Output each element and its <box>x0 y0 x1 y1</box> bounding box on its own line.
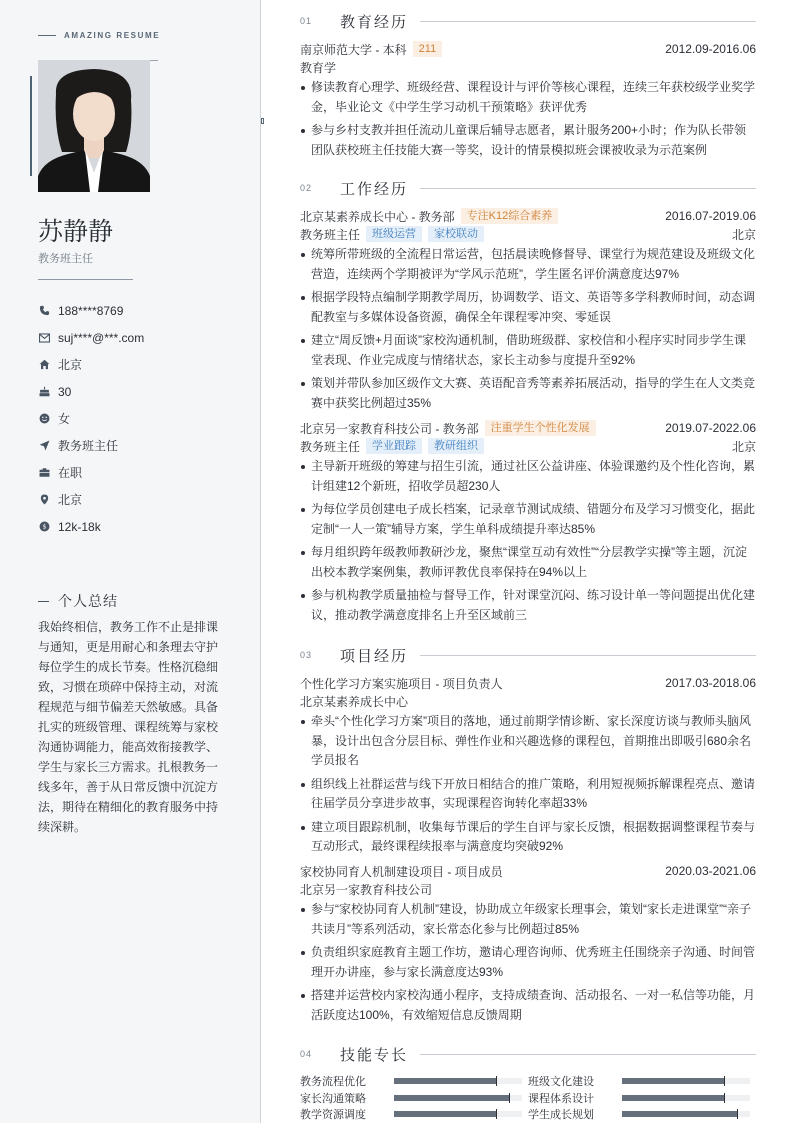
brand-divider <box>38 35 56 36</box>
skill-name: 课程体系设计 <box>528 1092 594 1105</box>
skill-bar-marker <box>496 1076 497 1086</box>
work-bullets <box>300 245 756 413</box>
project-date: 2017.03-2018.06 <box>665 676 756 690</box>
project-bullets <box>300 712 756 857</box>
work-city: 北京 <box>731 227 756 242</box>
contact-location-text: 北京 <box>58 493 83 507</box>
contact-intent <box>38 432 144 459</box>
section-education-header <box>300 10 756 32</box>
photo-corner-line <box>150 60 158 61</box>
skill-bar-marker <box>724 1093 725 1103</box>
section-title: 项目经历 <box>340 647 409 665</box>
skill-bar <box>394 1078 522 1084</box>
list-item: 建立“周反馈+月面谈”家校沟通机制，借助班级群、家校信和小程序实时同步学生课堂表现、作业完成度与情绪状态，家长主动参与度提升至92% <box>300 331 756 370</box>
section-divider <box>420 1054 756 1055</box>
mail-icon <box>38 332 50 344</box>
list-item: 根据学段特点编制学期教学周历，协调数学、语文、英语等多学科教师时间，动态调配教室与多媒体设备资源，确保全年课程零冲突、零延误 <box>300 288 756 327</box>
smile-icon <box>38 413 50 425</box>
summary-header <box>38 591 118 611</box>
profile-name: 苏静静 <box>38 217 114 246</box>
project-header <box>300 674 756 692</box>
education-major: 教育学 <box>300 60 337 75</box>
contact-phone-text: 188****8769 <box>58 303 124 318</box>
avatar <box>38 60 150 192</box>
work-skill-tag: 学业跟踪 <box>366 438 422 454</box>
section-divider <box>420 21 756 22</box>
skill-bar-marker <box>724 1076 725 1086</box>
work-date: 2019.07-2022.06 <box>665 421 756 435</box>
work-skill-tag: 班级运营 <box>366 226 422 242</box>
contact-age-text: 30 <box>58 384 72 399</box>
summary-dash <box>38 601 49 602</box>
work-entry-2 <box>300 419 756 629</box>
skill-bar <box>622 1111 750 1117</box>
contact-salary-text: 12k-18k <box>58 519 101 534</box>
project-org-row <box>300 692 756 710</box>
skill-bar-fill <box>394 1111 496 1117</box>
work-title: 教务班主任 <box>300 439 361 454</box>
education-date: 2012.09-2016.06 <box>665 42 756 56</box>
work-skill-tag: 教研组织 <box>428 438 484 454</box>
skill-item <box>528 1073 756 1089</box>
phone-icon <box>38 305 50 317</box>
education-school: 南京师范大学 - 本科 <box>300 42 407 57</box>
skill-item <box>528 1106 756 1122</box>
home-icon <box>38 359 50 371</box>
work-role-row <box>300 225 756 243</box>
skill-name: 教务流程优化 <box>300 1076 366 1089</box>
contact-list <box>38 297 144 540</box>
section-number: 02 <box>300 183 313 193</box>
list-item: 建立项目跟踪机制，收集每节课后的学生自评与家长反馈，根据数据调整课程节奏与互动形式，最终课程续报率与满意度均突破92% <box>300 818 756 857</box>
list-item: 参与机构教学质量抽检与督导工作，针对课堂沉闷、练习设计单一等问题提出优化建议，推动教学满意度排名上升至区域前三 <box>300 586 756 625</box>
work-header <box>300 419 756 437</box>
education-header <box>300 40 756 58</box>
project-name: 家校协同育人机制建设项目 - 项目成员 <box>300 864 503 879</box>
section-work-header <box>300 177 756 199</box>
skill-bar-fill <box>622 1078 724 1084</box>
section-title: 技能专长 <box>340 1046 409 1064</box>
education-major-row <box>300 58 756 76</box>
work-skill-tag: 家校联动 <box>428 226 484 242</box>
skill-item <box>528 1090 756 1106</box>
cake-icon <box>38 386 50 398</box>
section-title: 教育经历 <box>340 13 409 31</box>
list-item: 搭建并运营校内家校沟通小程序，支持成绩查询、活动报名、一对一私信等功能，月活跃度达100%，有效缩短信息反馈周期 <box>300 986 756 1025</box>
skill-bar-fill <box>622 1111 737 1117</box>
section-skills-header <box>300 1043 756 1065</box>
section-title: 工作经历 <box>340 180 409 198</box>
work-header <box>300 207 756 225</box>
skill-name: 班级文化建设 <box>528 1076 594 1089</box>
education-tag: 211 <box>413 41 443 57</box>
list-item: 为每位学员创建电子成长档案，记录章节测试成绩、错题分布及学习习惯变化，据此定制“一人一策”辅导方案，学生单科成绩提升率达85% <box>300 500 756 539</box>
list-item: 每月组织跨年级教师教研沙龙，聚焦“课堂互动有效性”“分层教学实操”等主题，沉淀出校本教学案例集，教师评教优良率保持在94%以上 <box>300 543 756 582</box>
skill-bar-marker <box>737 1109 738 1119</box>
work-tag: 专注K12综合素养 <box>461 208 559 224</box>
skill-item <box>300 1090 528 1106</box>
skill-bar <box>394 1095 522 1101</box>
location-pin-icon <box>38 494 50 506</box>
briefcase-icon <box>38 467 50 479</box>
project-header <box>300 862 756 880</box>
project-org-row <box>300 880 756 898</box>
education-bullets <box>300 78 756 160</box>
send-icon <box>38 440 50 452</box>
brand <box>38 31 160 40</box>
contact-gender <box>38 405 144 432</box>
list-item: 参与乡村支教并担任流动儿童课后辅导志愿者，累计服务200+小时；作为队长带领团队获校班主任技能大赛一等奖，设计的情景模拟班会课被收录为示范案例 <box>300 121 756 160</box>
work-company: 北京另一家教育科技公司 - 教务部 <box>300 421 479 436</box>
photo-accent-bar <box>30 76 32 176</box>
contact-home <box>38 351 144 378</box>
skill-name: 教学资源调度 <box>300 1109 366 1122</box>
list-item: 策划并带队参加区级作文大赛、英语配音秀等素养拓展活动，指导的学生在人文类竞赛中获奖比例超过35% <box>300 374 756 413</box>
project-org: 北京某素养成长中心 <box>300 694 409 709</box>
contact-email <box>38 324 144 351</box>
summary-text: 我始终相信，教务工作不止是排课与通知，更是用耐心和条理去守护每位学生的成长节奏。性格沉稳细致，习惯在琐碎中保持主动，对流程规范与细节偏差天然敏感。具备扎实的班级管理、课程统筹与家校沟通协调能力，能高效衔接教学、学生与家长三方需求。扎根教务一线多年，善于从日常反馈中沉淀方法，期待在精细化的教育服务中持续深耕。 <box>38 620 219 834</box>
section-number: 04 <box>300 1049 313 1059</box>
skill-bar <box>394 1111 522 1117</box>
list-item: 组织线上社群运营与线下开放日相结合的推广策略，利用短视频拆解课程亮点、邀请往届学员分享进步故事，实现课程咨询转化率超33% <box>300 775 756 814</box>
work-city: 北京 <box>731 439 756 454</box>
list-item: 牵头“个性化学习方案”项目的落地，通过前期学情诊断、家长深度访谈与教师头脑风暴，设计出包含分层目标、弹性作业和兴趣选修的课程包，首期推出即吸引680余名学员报名 <box>300 712 756 771</box>
list-item: 修读教育心理学、班级经营、课程设计与评价等核心课程，连续三年获校级学业奖学金，毕业论文《中学生学习动机干预策略》获评优秀 <box>300 78 756 117</box>
skill-item <box>300 1073 528 1089</box>
contact-home-text: 北京 <box>58 358 83 372</box>
contact-email-text: suj****@***.com <box>58 330 145 345</box>
list-item: 负责组织家庭教育主题工作坊，邀请心理咨询师、优秀班主任围绕亲子沟通、时间管理开办讲座，参与家长满意度达93% <box>300 943 756 982</box>
contact-location <box>38 486 144 513</box>
skill-bar-fill <box>622 1095 724 1101</box>
section-number: 01 <box>300 16 313 26</box>
divider-marker <box>261 118 264 124</box>
contact-status-text: 在职 <box>58 466 83 480</box>
contact-intent-text: 教务班主任 <box>58 439 119 453</box>
skill-bar-fill <box>394 1095 509 1101</box>
list-item: 统筹所带班级的全流程日常运营，包括晨读晚修督导、课堂行为规范建设及班级文化营造，连续两个学期被评为“学风示范班”，学生匿名评价满意度达97% <box>300 245 756 284</box>
section-divider <box>420 188 756 189</box>
skill-name: 家长沟通策略 <box>300 1092 366 1105</box>
work-company: 北京某素养成长中心 - 教务部 <box>300 209 455 224</box>
brand-text: AMAZING RESUME <box>64 31 161 40</box>
skill-item <box>300 1106 528 1122</box>
work-entry-1 <box>300 207 756 417</box>
summary-title: 个人总结 <box>58 593 118 609</box>
contact-status <box>38 459 144 486</box>
section-projects-header <box>300 644 756 666</box>
list-item: 主导新开班级的筹建与招生引流，通过社区公益讲座、体验课邀约及个性化咨询，累计组建12个新班，招收学员超230人 <box>300 457 756 496</box>
skill-bar <box>622 1095 750 1101</box>
project-name: 个性化学习方案实施项目 - 项目负责人 <box>300 676 503 691</box>
skill-bar-fill <box>394 1078 496 1084</box>
contact-age <box>38 378 144 405</box>
svg-text:$: $ <box>41 522 47 531</box>
skill-bar-marker <box>509 1093 510 1103</box>
contact-gender-text: 女 <box>58 412 71 426</box>
work-tag: 注重学生个性化发展 <box>485 420 596 436</box>
work-date: 2016.07-2019.06 <box>665 209 756 223</box>
list-item: 参与“家校协同育人机制”建设，协助成立年级家长理事会，策划“家长走进课堂”“亲子共读月”等系列活动，家长常态化参与比例超过85% <box>300 900 756 939</box>
skills-grid <box>300 1073 756 1123</box>
project-org: 北京另一家教育科技公司 <box>300 882 433 897</box>
project-date: 2020.03-2021.06 <box>665 864 756 878</box>
skill-name: 学生成长规划 <box>528 1109 594 1122</box>
profile-role: 教务班主任 <box>38 253 93 265</box>
contact-phone <box>38 297 144 324</box>
skill-bar <box>622 1078 750 1084</box>
project-entry-2 <box>300 862 756 1029</box>
section-number: 03 <box>300 650 313 660</box>
work-role-row <box>300 437 756 455</box>
contact-salary <box>38 513 144 540</box>
project-entry-1 <box>300 674 756 861</box>
section-divider <box>420 655 756 656</box>
money-icon <box>38 521 50 533</box>
project-bullets <box>300 900 756 1025</box>
sidebar-divider <box>38 279 133 280</box>
work-title: 教务班主任 <box>300 227 361 242</box>
work-bullets <box>300 457 756 625</box>
education-entry <box>300 40 756 164</box>
skill-bar-marker <box>496 1109 497 1119</box>
